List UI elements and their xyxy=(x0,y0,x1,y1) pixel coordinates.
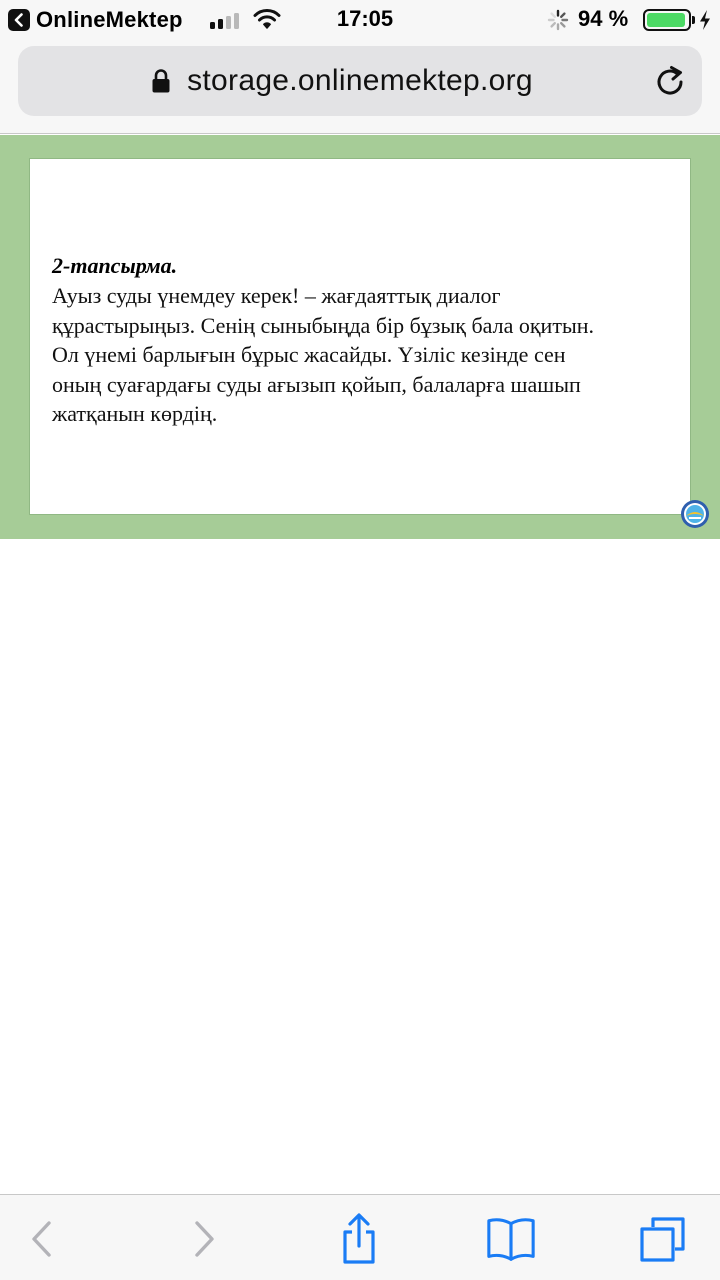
reload-icon[interactable] xyxy=(652,64,688,100)
address-bar[interactable] xyxy=(18,46,702,116)
task-text-line: оның суағардағы суды ағызып қойып, балаларға шашып xyxy=(52,371,581,397)
battery-percent: 94 % xyxy=(578,6,629,31)
bookmarks-button[interactable] xyxy=(485,1213,537,1265)
browser-navigation xyxy=(0,40,720,134)
share-button[interactable] xyxy=(333,1213,385,1265)
battery-level xyxy=(647,13,685,27)
task-text-line: Ауыз суды үнемдеу керек! – жағдаяттық диалог xyxy=(52,283,501,308)
forward-button[interactable] xyxy=(178,1213,230,1265)
back-chevron-icon xyxy=(8,9,30,31)
charging-bolt-icon xyxy=(698,9,712,31)
clock: 17:05 xyxy=(336,6,394,31)
back-to-app-button[interactable] xyxy=(8,7,183,33)
task-text-line: Ол үнемі барлығын бұрыс жасайды. Үзіліс кезінде сен xyxy=(52,342,566,368)
url-text: storage.onlinemektep.org xyxy=(187,64,533,97)
browser-toolbar xyxy=(0,1194,720,1280)
tabs-button[interactable] xyxy=(637,1213,689,1265)
wifi-icon xyxy=(253,8,281,30)
task-text xyxy=(52,281,682,429)
battery-icon xyxy=(643,9,691,31)
lock-icon xyxy=(151,68,171,94)
chevron-right-icon xyxy=(191,1219,217,1259)
slide-page xyxy=(29,158,691,515)
cellular-signal-icon xyxy=(210,11,242,29)
back-button[interactable] xyxy=(16,1213,68,1265)
share-icon xyxy=(337,1212,381,1266)
emblem-logo-icon xyxy=(680,499,710,529)
activity-spinner-icon xyxy=(547,9,569,31)
task-text-line: құрастырыңыз. Сенің сыныбыңда бір бұзық бала оқитын. xyxy=(52,312,594,338)
back-app-label: OnlineMektep xyxy=(36,7,183,32)
task-text-line: жатқанын көрдің. xyxy=(52,401,218,427)
slide-frame xyxy=(0,135,720,539)
tabs-icon xyxy=(637,1213,689,1265)
task-heading: 2-тапсырма. xyxy=(52,253,178,278)
chevron-left-icon xyxy=(29,1219,55,1259)
status-bar xyxy=(0,0,720,40)
book-icon xyxy=(485,1215,537,1263)
